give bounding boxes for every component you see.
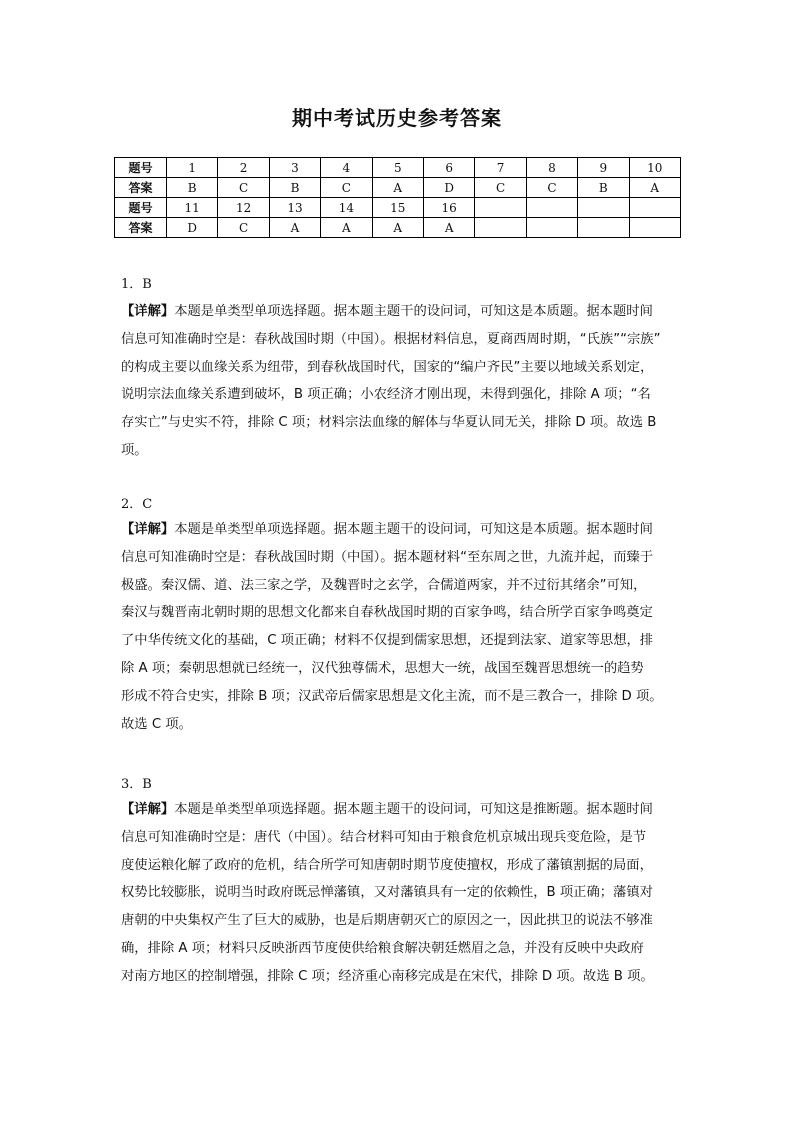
table-cell: 7: [475, 158, 526, 178]
explanation-line: 信息可知准确时空是：春秋战国时期（中国）。据本题材料“至东周之世，九流并起，而臻于: [121, 549, 654, 565]
row-header-answer: 答案: [115, 178, 167, 198]
explanation-line: 存实亡”与史实不符，排除 C 项；材料宗法血缘的解体与华夏认同无关，排除 D 项。故选 B: [121, 415, 657, 431]
table-cell: A: [372, 218, 423, 238]
row-header-question: 题号: [115, 158, 167, 178]
answer-table: [114, 157, 681, 238]
table-cell: C: [218, 218, 269, 238]
table-cell: C: [475, 178, 526, 198]
explanation-line: 了中华传统文化的基础，C 项正确；材料不仅提到儒家思想，还提到法家、道家等思想，排: [121, 633, 654, 649]
table-cell: 2: [218, 158, 269, 178]
table-cell: D: [423, 178, 474, 198]
explanation-line: 对南方地区的控制增强，排除 C 项；经济重心南移完成是在宋代，排除 D 项。故选 B 项。: [121, 968, 654, 984]
table-cell: [578, 218, 629, 238]
detail-tag: 【详解】: [121, 802, 175, 817]
table-cell: A: [629, 178, 680, 198]
explanation-line: 权势比较膨胀，说明当时政府既忌惮藩镇，又对藩镇具有一定的依赖性，B 项正确；藩镇对: [121, 885, 653, 901]
table-cell: 6: [423, 158, 474, 178]
explanation: [121, 298, 681, 465]
table-row-answer-1: [115, 178, 681, 198]
table-cell: 4: [321, 158, 372, 178]
explanation-line: [121, 298, 681, 326]
table-cell: 14: [321, 198, 372, 218]
table-row-answer-2: [115, 218, 681, 238]
explanation-line: 项。: [121, 442, 148, 458]
detail-tag: 【详解】: [121, 522, 175, 537]
table-cell: [526, 218, 577, 238]
explanation-line: 故选 C 项。: [121, 716, 192, 732]
row-header-answer: 答案: [115, 218, 167, 238]
explanation-line: 说明宗法血缘关系遭到破坏，B 项正确；小农经济才刚出现，未得到强化，排除 A 项；“名: [121, 387, 651, 403]
table-cell: [526, 198, 577, 218]
table-cell: 16: [423, 198, 474, 218]
table-cell: [578, 198, 629, 218]
detail-tag: 【详解】: [121, 304, 175, 319]
explanation-line: [121, 516, 681, 544]
explanation-line: 的构成主要以血缘关系为纽带，到春秋战国时代，国家的“编户齐民”主要以地域关系划定，: [121, 359, 654, 375]
table-cell: 11: [167, 198, 218, 218]
table-cell: 10: [629, 158, 680, 178]
table-cell: C: [526, 178, 577, 198]
table-cell: 3: [269, 158, 320, 178]
table-cell: C: [218, 178, 269, 198]
table-cell: B: [578, 178, 629, 198]
explanation-line: 极盛。秦汉儒、道、法三家之学，及魏晋时之玄学，合儒道两家，并不过衍其绪余”可知，: [121, 577, 647, 593]
explanation-line: 除 A 项；秦朝思想就已经统一，汉代独尊儒术，思想大一统，战国至魏晋思想统一的趋势: [121, 660, 644, 676]
explanation-line: 秦汉与魏晋南北朝时期的思想文化都来自春秋战国时期的百家争鸣，结合所学百家争鸣奠定: [121, 605, 653, 621]
table-cell: 15: [372, 198, 423, 218]
table-cell: A: [423, 218, 474, 238]
row-header-question: 题号: [115, 198, 167, 218]
explanation-text: 本题是单类型单项选择题。据本题主题干的设问词，可知这是本质题。据本题时间: [174, 522, 653, 537]
explanation-line: 信息可知准确时空是：唐代（中国）。结合材料可知由于粮食危机京城出现兵变危险，是节: [121, 829, 647, 845]
table-cell: B: [269, 178, 320, 198]
table-row-question-1: [115, 158, 681, 178]
table-cell: D: [167, 218, 218, 238]
explanation-text: 本题是单类型单项选择题。据本题主题干的设问词，可知这是推断题。据本题时间: [174, 802, 653, 817]
explanation-line: 信息可知准确时空是：春秋战国时期（中国）。根据材料信息，夏商西周时期，“氏族”“宗族”: [121, 331, 661, 347]
table-cell: [629, 198, 680, 218]
explanation: [121, 796, 681, 991]
table-cell: A: [372, 178, 423, 198]
table-cell: [475, 218, 526, 238]
question-number: 3．B: [121, 777, 152, 792]
explanation-line: 唐朝的中央集权产生了巨大的威胁，也是后期唐朝灭亡的原因之一，因此拱卫的说法不够准: [121, 913, 653, 929]
table-cell: 13: [269, 198, 320, 218]
table-cell: 1: [167, 158, 218, 178]
table-row-question-2: [115, 198, 681, 218]
explanation-line: 确，排除 A 项；材料只反映浙西节度使供给粮食解决朝廷燃眉之急，并没有反映中央政府: [121, 940, 644, 956]
question-number: 1．B: [121, 277, 152, 292]
table-cell: 9: [578, 158, 629, 178]
table-cell: A: [269, 218, 320, 238]
table-cell: 8: [526, 158, 577, 178]
explanation-line: [121, 796, 681, 824]
table-cell: 5: [372, 158, 423, 178]
table-cell: C: [321, 178, 372, 198]
table-cell: A: [321, 218, 372, 238]
explanation-line: 形成不符合史实，排除 B 项；汉武帝后儒家思想是文化主流，而不是三教合一，排除 D 项。: [121, 688, 663, 704]
table-cell: [629, 218, 680, 238]
table-cell: B: [167, 178, 218, 198]
explanation-text: 本题是单类型单项选择题。据本题主题干的设问词，可知这是本质题。据本题时间: [174, 304, 653, 319]
explanation-line: 度使运粮化解了政府的危机，结合所学可知唐朝时期节度使擅权，形成了藩镇割据的局面，: [121, 857, 653, 873]
explanation: [121, 516, 681, 738]
table-cell: 12: [218, 198, 269, 218]
question-number: 2．C: [121, 497, 153, 512]
table-cell: [475, 198, 526, 218]
page-title: 期中考试历史参考答案: [292, 106, 502, 130]
